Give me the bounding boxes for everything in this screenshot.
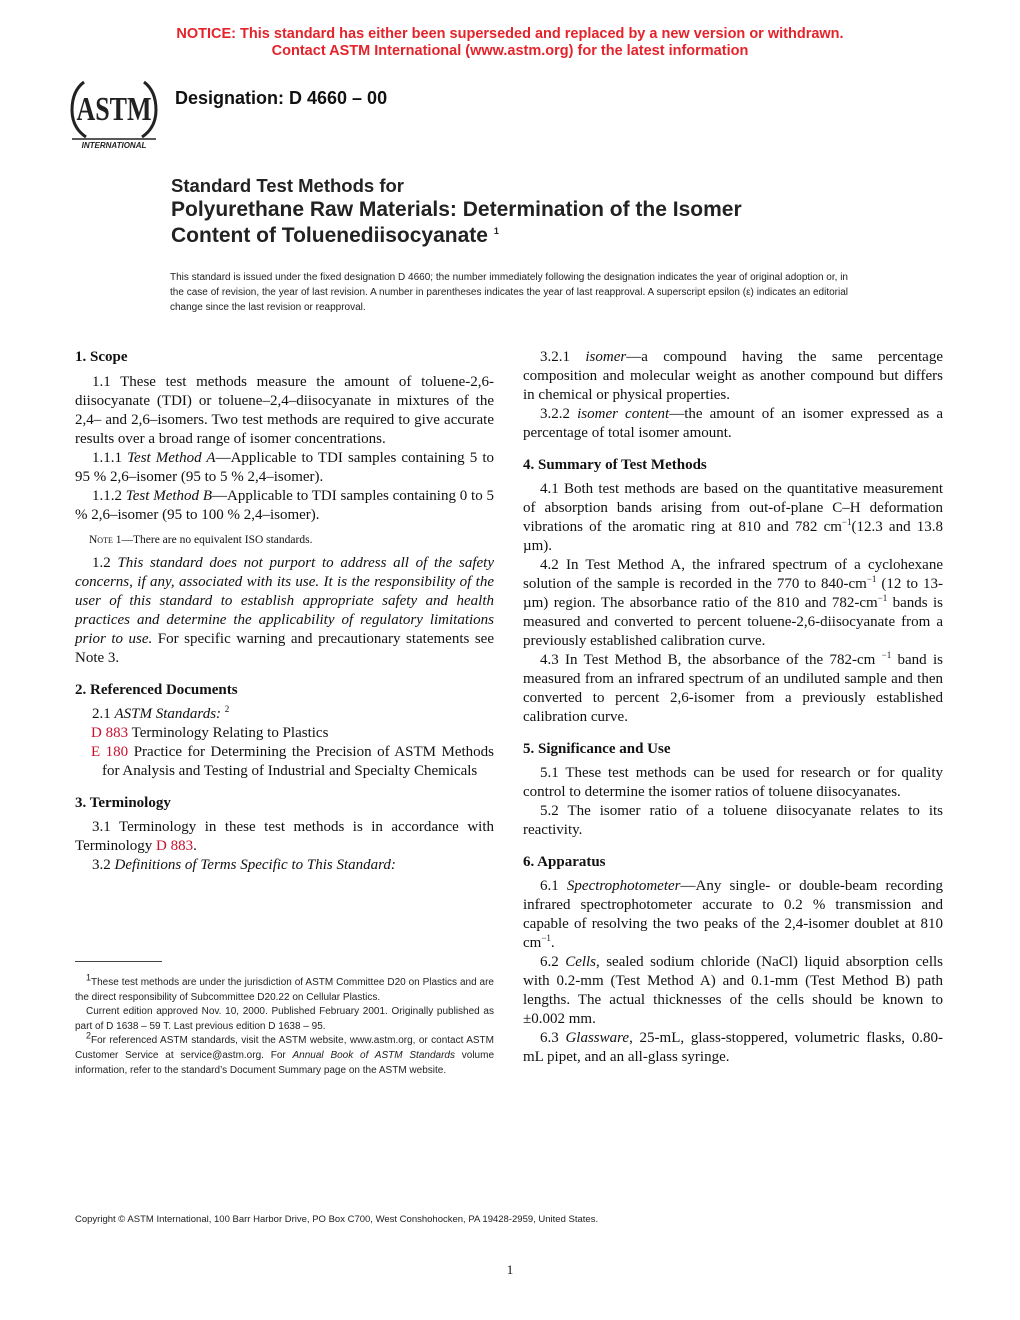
paragraph-6-2: 6.2 Cells, sealed sodium chloride (NaCl) liquid absorption cells with 0.2-mm (Test Method A) and 0.1-mm (Test Method B) path lengths. The actual thicknesses of the cells should be known to ±0.002 mm. <box>523 954 944 1027</box>
paragraph-4-2: 4.2 In Test Method A, the infrared spectrum of a cyclohexane solution of the sample is recorded in the 770 to $840-cm^{-1}$ (12 to 13-µm) region. The absorbance ratio of the 810 and $782-cm^{-1}$ bands is measured and converted to percent toluene-2,6-diisocyanate from a previously established calibration curve. <box>523 557 943 649</box>
astm-logo <box>66 76 162 150</box>
title-line-2: Polyurethane Raw Materials: Determination of the Isomer <box>171 198 742 221</box>
paragraph-6-3: 6.3 Glassware, 25-mL, glass-stoppered, volumetric flasks, 0.80-mL pipet, and an all-glass syringe. <box>523 1030 944 1065</box>
paragraph-3-2: 3.2 Definitions of Terms Specific to This Standard: <box>92 857 396 873</box>
section-heading-significance: 5. Significance and Use <box>523 741 671 757</box>
paragraph-1-1-2: 1.1.2 Test Method B—Applicable to TDI samples containing 0 to 5 % 2,6–isomer (95 to 100 % 2,4–isomer). <box>75 488 494 523</box>
paragraph-3-2-2: 3.2.2 isomer content—the amount of an isomer expressed as a percentage of total isomer amount. <box>523 406 944 441</box>
paragraph-1-1: 1.1 These test methods measure the amount of toluene-2,6-diisocyanate (TDI) or toluene–2,4–diisocyanate in mixtures of the 2,4– and 2,6–isomers. Two test methods are required to give accurate results over a broad range of isomer concentrations. <box>75 374 494 447</box>
paragraph-3-1: 3.1 Terminology in these test methods is in accordance with Terminology D 883. <box>75 819 494 854</box>
section-heading-referenced-documents: 2. Referenced Documents <box>75 682 238 698</box>
document-title <box>171 175 931 249</box>
paragraph-5-1: 5.1 These test methods can be used for research or for quality control to determine the isomer ratios of toluene diisocyanates. <box>523 765 943 800</box>
reference-link-e180[interactable]: E 180 <box>91 744 129 760</box>
notice-line-1: NOTICE: This standard has either been superseded and replaced by a new version or withdrawn. <box>176 26 844 42</box>
astm-logo-sub: INTERNATIONAL <box>81 141 147 150</box>
footnote-divider <box>75 961 162 962</box>
section-heading-summary: 4. Summary of Test Methods <box>523 457 707 473</box>
astm-logo-letters: ASTM <box>76 89 152 129</box>
terminology-link-d883[interactable]: D 883 <box>156 838 194 854</box>
designation: Designation: D 4660 – 00 <box>175 88 388 108</box>
paragraph-3-2-1: 3.2.1 isomer—a compound having the same percentage composition and molecular weight as another compound but differs in chemical or physical properties. <box>523 349 943 403</box>
reference-d883: D 883 Terminology Relating to Plastics <box>91 725 329 741</box>
section-heading-scope: 1. Scope <box>75 349 128 365</box>
reference-link-d883[interactable]: D 883 <box>91 725 129 741</box>
paragraph-6-1: 6.1 Spectrophotometer—Any single- or double-beam recording infrared spectrophotometer accurate to 0.2 % transmission and capable of resolving the two peaks of the 2,4-isomer doublet at 810 $cm^{-1}$. <box>523 878 944 951</box>
title-line-1: Standard Test Methods for <box>171 175 404 196</box>
footnote-1-history: Current edition approved Nov. 10, 2000. Published February 2001. Originally published as part of D 1638 – 59 T. Last previous edition D 1638 – 95. <box>75 1006 494 1032</box>
paragraph-4-3: 4.3 In Test Method B, the absorbance of the 782-cm $^{-1}$ band is measured from an infrared spectrum of an undiluted sample and then converted to percent 2,6-isomer from a previously established calibration curve. <box>523 650 943 725</box>
paragraph-5-2: 5.2 The isomer ratio of a toluene diisocyanate relates to its reactivity. <box>523 803 943 838</box>
paragraph-4-1: 4.1 Both test methods are based on the quantitative measurement of absorption bands arising from out-of-plane C–H deformation vibrations of the aromatic ring at 810 and 782 $cm^{-1}(12.3$ and 13.8 µm). <box>523 481 944 554</box>
page-number: 1 <box>506 1262 514 1277</box>
copyright-line: Copyright © ASTM International, 100 Barr Harbor Drive, PO Box C700, West Conshohocken, PA 19428-2959, United States. <box>75 1214 599 1225</box>
left-column <box>75 348 494 875</box>
paragraph-1-1-1: 1.1.1 Test Method A—Applicable to TDI samples containing 5 to 95 % 2,6–isomer (95 to 5 % 2,4–isomer). <box>75 450 494 485</box>
withdrawal-notice <box>0 26 1020 60</box>
title-footnote-mark: 1 <box>493 226 499 236</box>
note-1: Note 1—There are no equivalent ISO standards. <box>89 534 313 546</box>
footnote-2: $^2$For referenced ASTM standards, visit the ASTM website, www.astm.org, or contact ASTM Customer Service at service@astm.org. For Annual Book of ASTM Standards volume information, refer to the standard’s Document Summary page on the ASTM website. <box>75 1031 494 1076</box>
issuance-statement: This standard is issued under the fixed designation D 4660; the number immediately following the designation indicates the year of original adoption or, in the case of revision, the year of last revision. A number in parentheses indicates the year of last reapproval. A superscript epsilon (ε) indicates an editorial change since the last revision or reapproval. <box>170 272 848 313</box>
title-line-3: Content of Toluenediisocyanate $^1$ <box>171 224 499 247</box>
reference-e180: E 180 Practice for Determining the Precision of ASTM Methods for Analysis and Testing of Industrial and Specialty Chemicals <box>91 744 494 779</box>
footnotes <box>75 972 494 1078</box>
notice-line-2: Contact ASTM International (www.astm.org) for the latest information <box>271 43 749 59</box>
section-heading-terminology: 3. Terminology <box>75 795 171 811</box>
paragraph-2-1: 2.1 ASTM Standards: $^2$ <box>92 704 230 722</box>
footnote-1: $^1$These test methods are under the jurisdiction of ASTM Committee D20 on Plastics and are the direct responsibility of Subcommittee D20.22 on Cellular Plastics. <box>75 972 494 1003</box>
section-heading-apparatus: 6. Apparatus <box>523 854 606 870</box>
right-column <box>523 348 943 1067</box>
paragraph-1-2: 1.2 This standard does not purport to address all of the safety concerns, if any, associated with its use. It is the responsibility of the user of this standard to establish appropriate safety and health practices and determine the applicability of regulatory limitations prior to use. For specific warning and precautionary statements see Note 3. <box>75 555 495 666</box>
